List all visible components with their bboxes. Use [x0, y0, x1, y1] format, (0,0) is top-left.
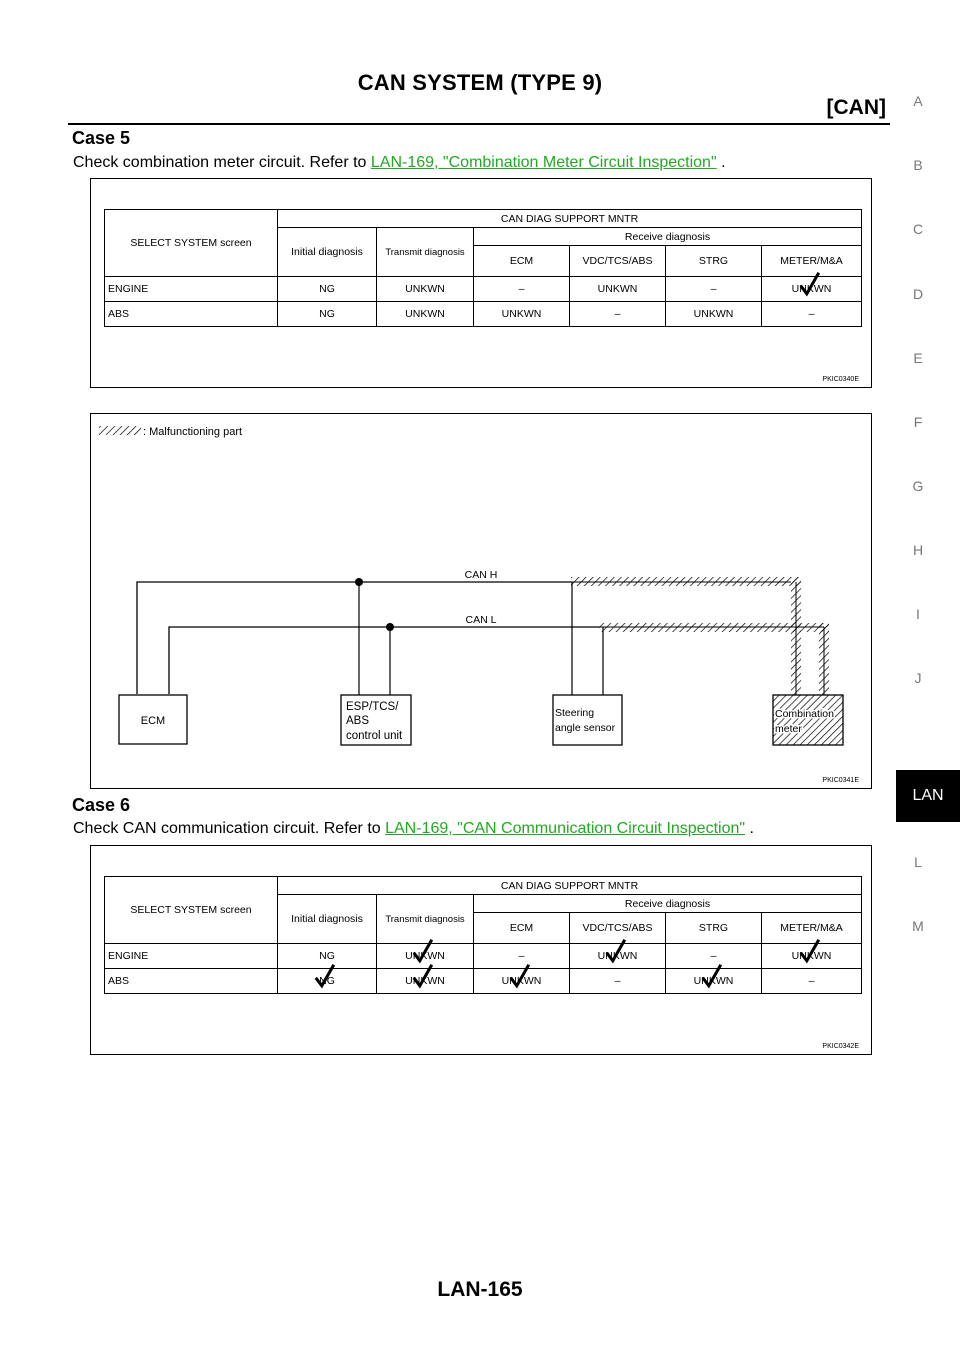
row-label: ENGINE: [105, 277, 278, 302]
junction-dot: [355, 578, 363, 586]
table-cell: UNKWN: [666, 302, 762, 327]
table-row: [105, 969, 862, 994]
side-index-e[interactable]: E: [913, 350, 923, 366]
figure-code: PKIC0342E: [822, 1043, 859, 1050]
table-cell: NG: [278, 944, 377, 969]
can-h-line: [137, 582, 571, 694]
table-row: [105, 277, 862, 302]
legend-text: : Malfunctioning part: [143, 426, 243, 438]
table-cell-text: UNKWN: [405, 975, 445, 987]
vdc-header: VDC/TCS/ABS: [570, 246, 666, 277]
table-cell: –: [474, 277, 570, 302]
table-cell-checked: [377, 944, 474, 969]
case6-link[interactable]: LAN-169, "CAN Communication Circuit Inspection": [385, 820, 746, 837]
steering-label-line1: Steering: [555, 707, 595, 719]
esp-label-line3: control unit: [346, 730, 403, 742]
figure-code: PKIC0341E: [822, 777, 859, 784]
diagnosis-table-1: [104, 209, 862, 327]
transmit-diagnosis-header: Transmit diagnosis: [377, 895, 474, 944]
table-cell: UNKWN: [474, 302, 570, 327]
table-cell-text: NG: [319, 975, 335, 987]
can-h-label: CAN H: [464, 569, 498, 581]
side-index-d[interactable]: D: [912, 286, 924, 302]
case6-intro: Check CAN communication circuit. Refer to: [73, 820, 386, 837]
case5-link[interactable]: LAN-169, "Combination Meter Circuit Inspection": [370, 154, 717, 171]
combination-label-line1: Combination: [775, 708, 834, 720]
table-cell-checked: [570, 944, 666, 969]
table-cell: UNKWN: [377, 302, 474, 327]
table-cell-checked: [377, 969, 474, 994]
circuit-diagram-figure: [90, 413, 872, 789]
table-cell-checked: [762, 944, 862, 969]
circuit-diagram: [91, 414, 870, 787]
legend-hatch-icon: [99, 426, 141, 435]
side-index-i[interactable]: I: [916, 606, 920, 622]
select-system-header: SELECT SYSTEM screen: [105, 877, 278, 944]
ecm-label: ECM: [140, 715, 166, 727]
table-cell-text: UNKWN: [501, 975, 542, 987]
side-index-f[interactable]: F: [913, 414, 923, 430]
table-cell-checked: [762, 277, 862, 302]
table-cell-checked: [666, 969, 762, 994]
table-cell: –: [666, 277, 762, 302]
ecm-header: ECM: [474, 913, 570, 944]
table-cell: –: [570, 969, 666, 994]
diagnosis-table-2: [104, 876, 862, 994]
steering-label-line2: angle sensor: [555, 722, 616, 734]
case6-heading: Case 6: [72, 795, 131, 815]
table-row: [105, 944, 862, 969]
row-label: ENGINE: [105, 944, 278, 969]
receive-diagnosis-header: Receive diagnosis: [474, 895, 862, 913]
table-cell-text: UNKWN: [597, 950, 638, 962]
table-cell-text: UNKWN: [693, 975, 734, 987]
esp-label-line1: ESP/TCS/: [346, 701, 399, 713]
table-cell-text: UNKWN: [405, 950, 445, 962]
header-rule: [68, 123, 890, 125]
table-cell: –: [474, 944, 570, 969]
junction-dot: [386, 623, 394, 631]
strg-header: STRG: [666, 913, 762, 944]
steering-box: [553, 695, 622, 745]
strg-header: STRG: [666, 246, 762, 277]
table-cell-text: UNKWN: [791, 283, 832, 295]
case5-text: [73, 154, 726, 172]
side-index-l[interactable]: L: [914, 854, 922, 870]
case5-suffix: .: [716, 154, 726, 171]
table-cell: NG: [278, 277, 377, 302]
select-system-header: SELECT SYSTEM screen: [105, 210, 278, 277]
can-diag-header: CAN DIAG SUPPORT MNTR: [278, 877, 862, 895]
can-diag-header: CAN DIAG SUPPORT MNTR: [278, 210, 862, 228]
receive-diagnosis-header: Receive diagnosis: [474, 228, 862, 246]
initial-diagnosis-header: Initial diagnosis: [278, 228, 377, 277]
can-l-label: CAN L: [465, 614, 497, 626]
section-label: [CAN]: [826, 96, 886, 119]
case6-suffix: .: [745, 820, 754, 837]
transmit-diagnosis-header: Transmit diagnosis: [377, 228, 474, 277]
side-index-m[interactable]: M: [912, 918, 924, 934]
case6-text: [73, 820, 754, 838]
can-l-line: [169, 627, 599, 694]
table-cell-text: UNKWN: [791, 950, 832, 962]
figure-code: PKIC0340E: [822, 376, 859, 383]
table-cell: NG: [278, 302, 377, 327]
page-number: LAN-165: [437, 1278, 523, 1301]
side-index-c[interactable]: C: [912, 221, 924, 237]
case5-heading: Case 5: [72, 128, 131, 148]
table-cell: UNKWN: [377, 277, 474, 302]
side-index-b[interactable]: B: [913, 157, 923, 173]
diagnosis-table-figure-2: [90, 845, 872, 1055]
table-row: [105, 302, 862, 327]
combination-label-line2: meter: [775, 723, 802, 735]
row-label: ABS: [105, 969, 278, 994]
esp-label-line2: ABS: [346, 715, 370, 727]
table-cell: –: [762, 302, 862, 327]
table-cell-checked: [278, 969, 377, 994]
side-index-lan-active[interactable]: LAN: [896, 770, 960, 822]
page-title: CAN SYSTEM (TYPE 9): [357, 70, 603, 95]
vdc-header: VDC/TCS/ABS: [570, 913, 666, 944]
initial-diagnosis-header: Initial diagnosis: [278, 895, 377, 944]
table-cell: UNKWN: [570, 277, 666, 302]
row-label: ABS: [105, 302, 278, 327]
side-index-h[interactable]: H: [912, 542, 924, 558]
diagnosis-table-figure-1: [90, 178, 872, 388]
side-index-g[interactable]: G: [912, 478, 924, 494]
meter-header: METER/M&A: [762, 246, 862, 277]
case5-intro: Check combination meter circuit. Refer to: [73, 154, 371, 171]
meter-header: METER/M&A: [762, 913, 862, 944]
table-cell-checked: [474, 969, 570, 994]
side-index-a[interactable]: A: [913, 93, 923, 109]
combination-meter-box: [773, 695, 843, 745]
side-index-j[interactable]: J: [914, 670, 922, 686]
table-cell: –: [762, 969, 862, 994]
table-cell: –: [570, 302, 666, 327]
table-cell: –: [666, 944, 762, 969]
ecm-header: ECM: [474, 246, 570, 277]
